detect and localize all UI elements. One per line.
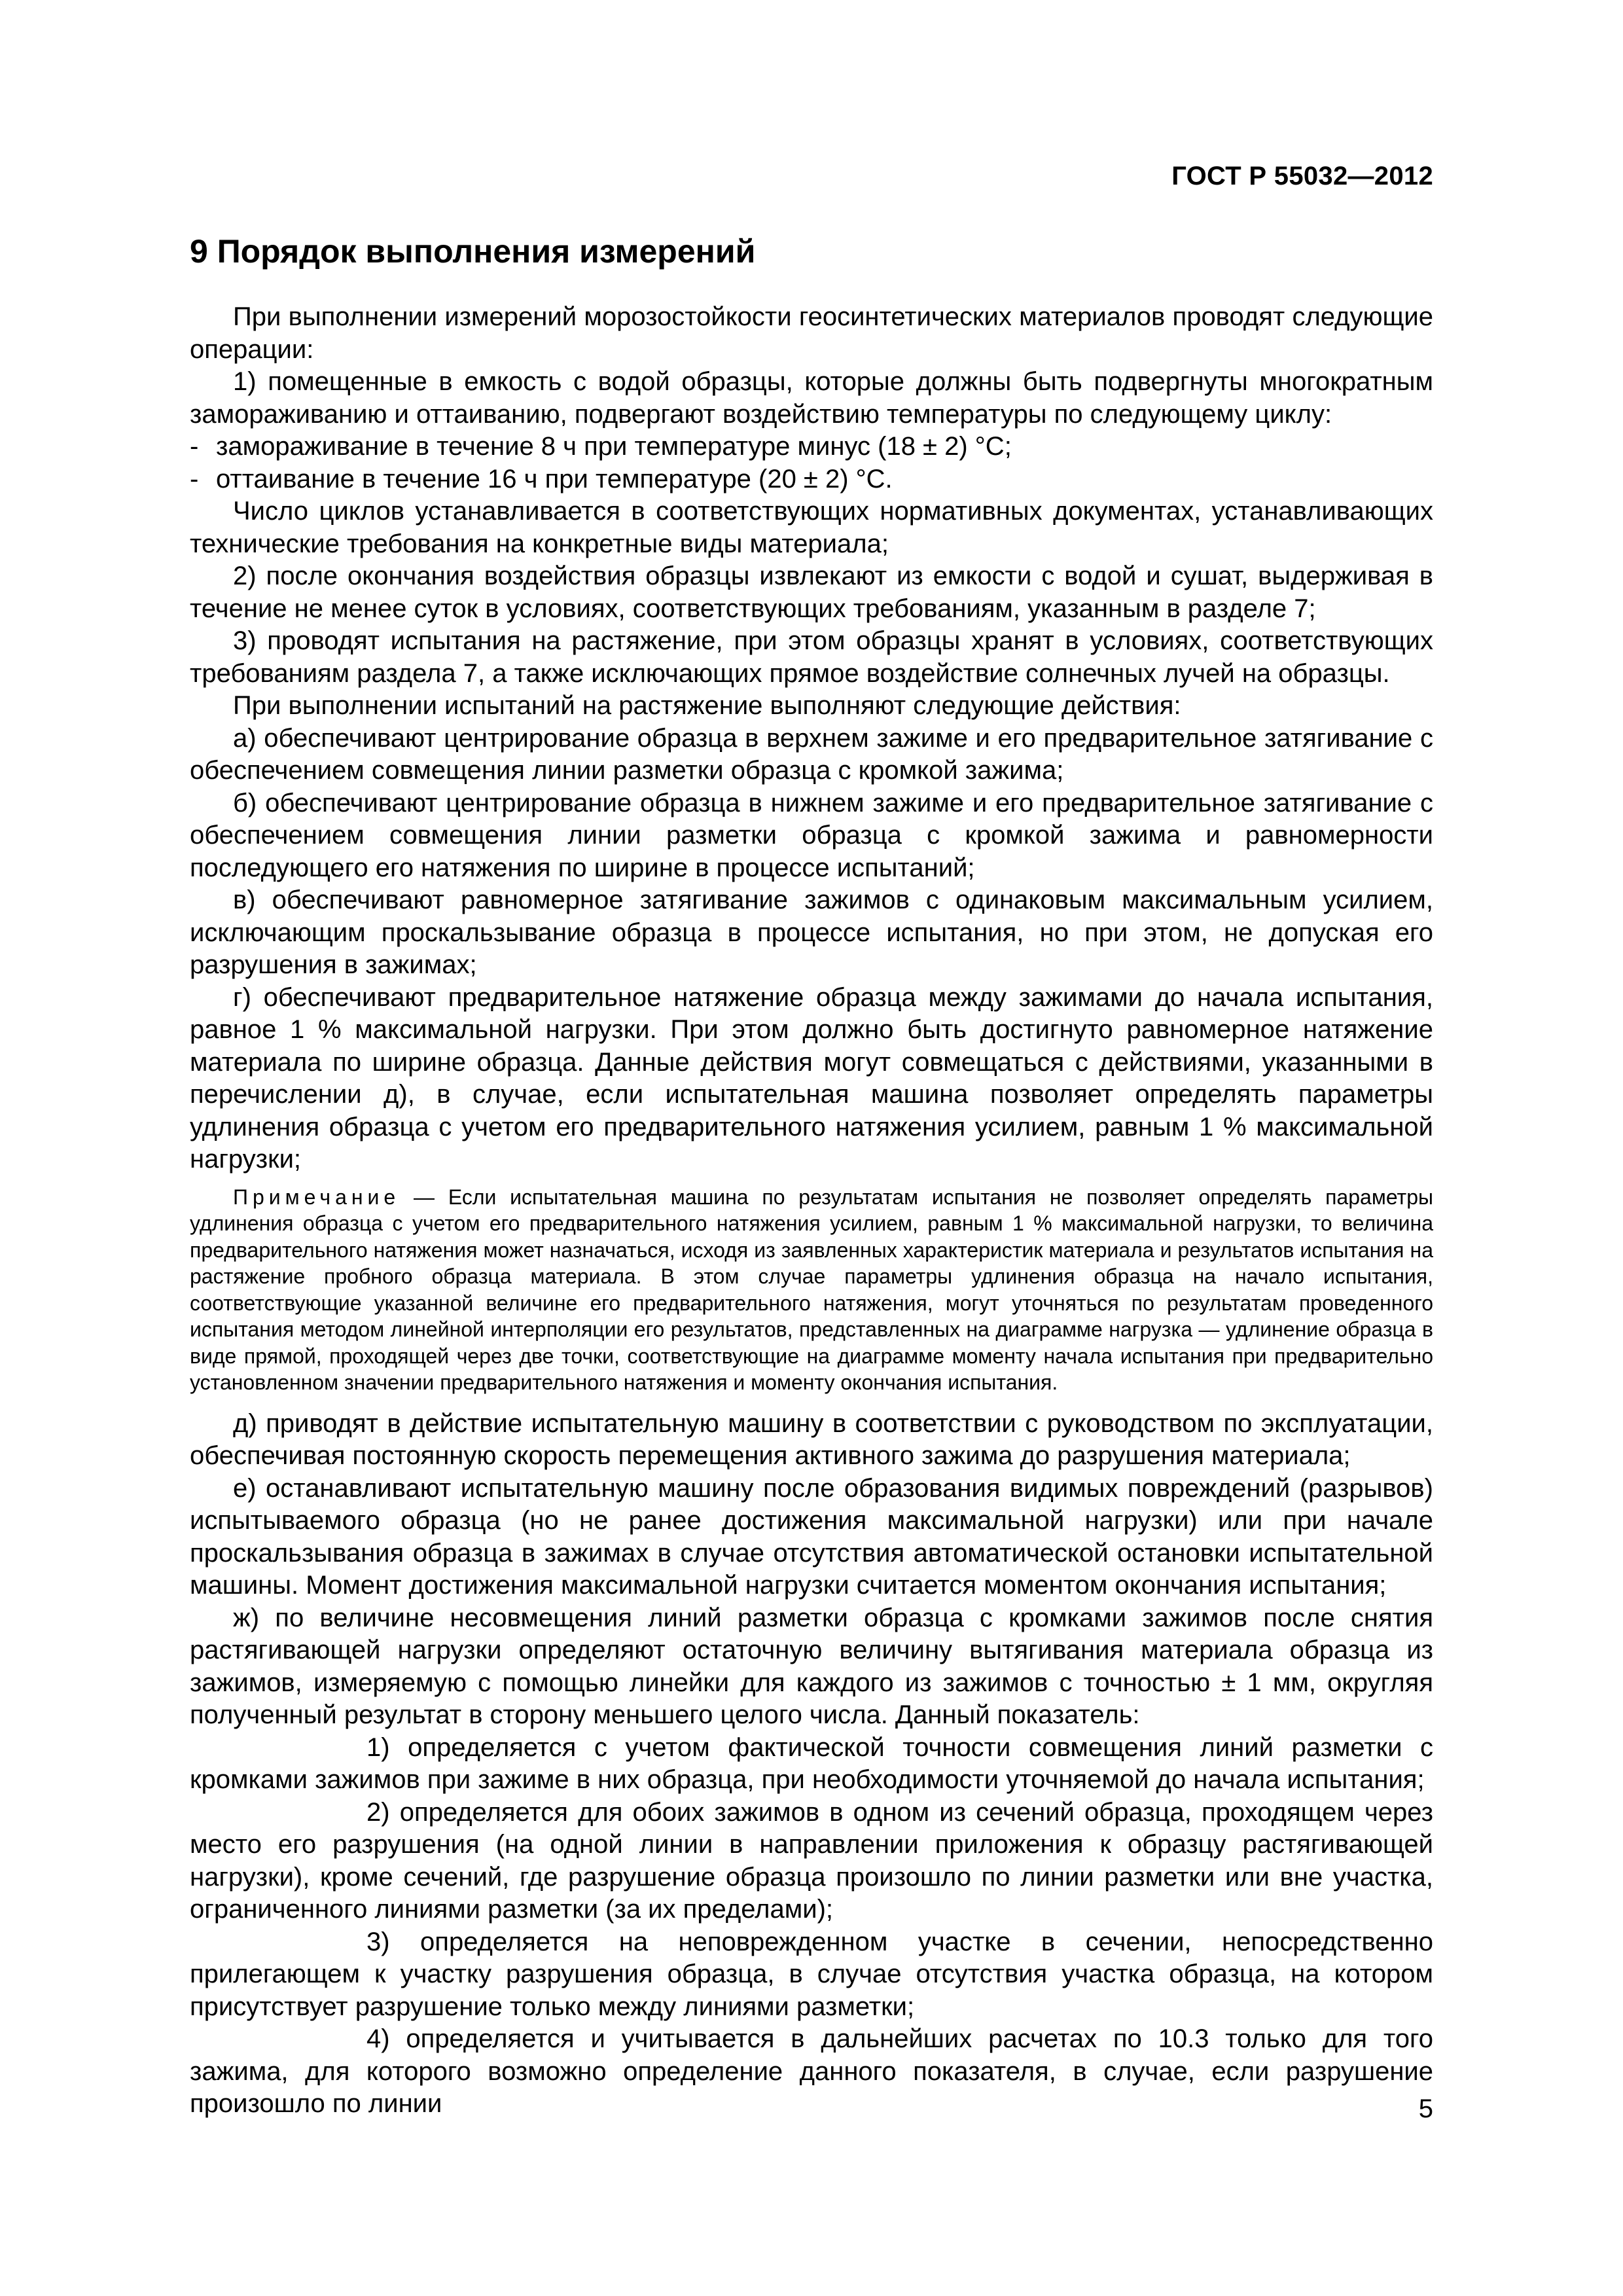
list-item-thawing-text: оттаивание в течение 16 ч при температуре (20 ± 2) °С. [216,464,893,493]
paragraph-step-3: 3) проводят испытания на растяжение, при этом образцы хранят в условиях, соответствующих требованиям раздела 7, а также исключающих прямое воздействие солнечных лучей на образцы. [190,626,1433,688]
paragraph-subitem-1: 1) определяется с учетом фактической точности совмещения линий разметки с кромками зажимов при зажиме в них образца, при необходимости уточняемой до начала испытания; [190,1732,1433,1794]
document-code-header: ГОСТ Р 55032—2012 [1171,162,1433,190]
paragraph-item-a: а) обеспечивают центрирование образца в верхнем зажиме и его предварительное затягивание с обеспечением совмещения линии разметки образца с кромкой зажима; [190,723,1433,785]
note-text: — Если испытательная машина по результатам испытания не позволяет определять параметры удлинения образца с учетом его предварительного натяжения усилием, равным 1 % максимальной нагрузки, то величина предварительного натяжения может назначаться, исходя из заявленных характеристик материала и результатов испытания на растяжение пробного образца материала. В этом случае параметры удлинения образца на начало испытания, соответствующие указанной величине его предварительного натяжения, могут уточняться по результатам проведенного испытания методом линейной интерполяции его результатов, представленных на диаграмме нагрузка — удлинение образца в виде прямой, проходящей через две точки, соответствующие на диаграмме моменту начала испытания при предварительно установленном значении предварительного натяжения и моменту окончания испытания. [190,1185,1434,1394]
dash-marker: - [190,432,199,461]
section-body [190,301,1433,2121]
dash-marker: - [190,464,199,493]
note [190,1184,1433,1396]
paragraph-step-2: 2) после окончания воздействия образцы извлекают из емкости с водой и сушат, выдерживая в течение не менее суток в условиях, соответствующих требованиям, указанным в разделе 7; [190,562,1433,623]
paragraph-tensile-intro: При выполнении испытаний на растяжение выполняют следующие действия: [233,691,1181,720]
paragraph-step-1: 1) помещенные в емкость с водой образцы, которые должны быть подвергнуты многократным замораживанию и оттаиванию, подвергают воздействию температуры по следующему циклу: [190,367,1433,429]
list-item-freezing [190,431,1433,463]
paragraph-item-v: в) обеспечивают равномерное затягивание зажимов с одинаковым максимальным усилием, исключающим проскальзывание образца в процессе испытания, но при этом, не допуская его разрушения в зажимах; [190,886,1433,979]
paragraph-subitem-2: 2) определяется для обоих зажимов в одном из сечений образца, проходящем через место его разрушения (на одной линии в направлении приложения к образцу растягивающей нагрузки), кроме сечений, где разрушение образца произошло по линии разметки или вне участка, ограниченного линиями разметки (за их пределами); [190,1797,1433,1924]
paragraph-subitem-4: 4) определяется и учитывается в дальнейших расчетах по 10.3 только для того зажима, для которого возможно определение данного показателя, в случае, если разрушение произошло по линии [190,2024,1433,2118]
note-label: Примечание [233,1185,401,1209]
paragraph-item-e: е) останавливают испытательную машину после образования видимых повреждений (разрывов) испытываемого образца (но не ранее достижения максимальной нагрузки) или при начале проскальзывания образца в зажимах в случае отсутствия автоматической остановки испытательной машины. Момент достижения максимальной нагрузки считается моментом окончания испытания; [190,1473,1433,1600]
page-number: 5 [1418,2094,1433,2123]
paragraph-item-g: г) обеспечивают предварительное натяжение образца между зажимами до начала испытания, равное 1 % максимальной нагрузки. При этом должно быть достигнуто равномерное натяжение материала по ширине образца. Данные действия могут совмещаться с действиями, указанными в перечислении д), в случае, если испытательная машина позволяет определять параметры удлинения образца с учетом его предварительного натяжения усилием, равным 1 % максимальной нагрузки; [190,982,1433,1174]
paragraph-item-b: б) обеспечивают центрирование образца в нижнем зажиме и его предварительное затягивание с обеспечением совмещения линии разметки образца с кромкой зажима и равномерности последующего его натяжения по ширине в процессе испытаний; [190,788,1433,882]
list-item-thawing [190,463,1433,496]
paragraph-intro: При выполнении измерений морозостойкости геосинтетических материалов проводят следующие операции: [190,302,1433,364]
paragraph-item-d: д) приводят в действие испытательную машину в соответствии с руководством по эксплуатации, обеспечивая постоянную скорость перемещения активного зажима до разрушения материала; [190,1408,1433,1470]
paragraph-cycles: Число циклов устанавливается в соответствующих нормативных документах, устанавливающих технические требования на конкретные виды материала; [190,497,1433,558]
paragraph-subitem-3: 3) определяется на неповрежденном участке в сечении, непосредственно прилегающем к участку разрушения образца, в случае отсутствия участка образца, на котором присутствует разрушение только между линиями разметки; [190,1927,1433,2021]
paragraph-item-zh: ж) по величине несовмещения линий разметки образца с кромками зажимов после снятия растягивающей нагрузки определяют остаточную величину вытягивания материала образца из зажимов, измеряемую с помощью линейки для каждого из зажимов с точностью ± 1 мм, округляя полученный результат в сторону меньшего целого числа. Данный показатель: [190,1603,1433,1729]
list-item-freezing-text: замораживание в течение 8 ч при температуре минус (18 ± 2) °С; [216,432,1012,461]
section-title: 9 Порядок выполнения измерений [190,233,756,270]
